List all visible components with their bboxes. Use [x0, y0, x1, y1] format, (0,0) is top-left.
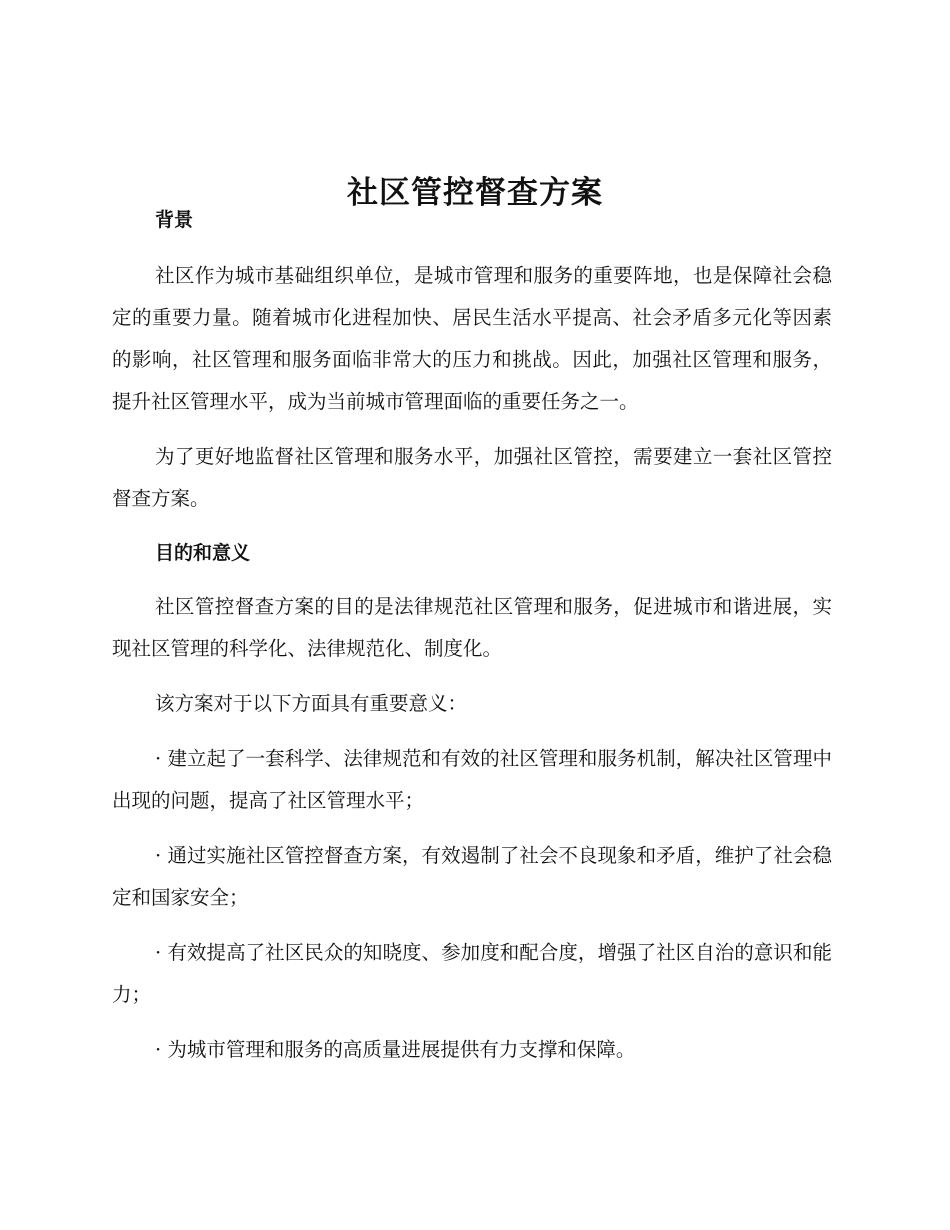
- section-heading-background: 背景: [155, 209, 194, 231]
- background-paragraph: 社区作为城市基础组织单位，是城市管理和服务的重要阵地，也是保障社会稳定的重要力量。随着城市化进程加快、居民生活水平提高、社会矛盾多元化等因素的影响，社区管理和服务面临非常大的压力和挑战。因此，加强社区管理和服务，提升社区管理水平，成为当前城市管理面临的重要任务之一。: [112, 264, 832, 413]
- document-title: 社区管控督查方案: [347, 174, 603, 211]
- bullet-item: · 为城市管理和服务的高质量进展提供有力支撑和保障。: [155, 1038, 636, 1061]
- bullet-item: · 有效提高了社区民众的知晓度、参加度和配合度，增强了社区自治的意识和能力；: [112, 941, 832, 1006]
- background-paragraph: 为了更好地监督社区管理和服务水平，加强社区管控，需要建立一套社区管控督查方案。: [112, 445, 832, 510]
- purpose-paragraph: 该方案对于以下方面具有重要意义：: [155, 692, 468, 715]
- section-heading-purpose: 目的和意义: [155, 542, 251, 564]
- purpose-paragraph: 社区管控督查方案的目的是法律规范社区管理和服务，促进城市和谐进展，实现社区管理的科学化、法律规范化、制度化。: [112, 595, 832, 660]
- document-body: [112, 200, 832, 1071]
- bullet-item: · 建立起了一套科学、法律规范和有效的社区管理和服务机制，解决社区管理中出现的问题，提高了社区管理水平；: [112, 747, 832, 812]
- bullet-item: · 通过实施社区管控督查方案，有效遏制了社会不良现象和矛盾，维护了社会稳定和国家安全；: [112, 844, 832, 909]
